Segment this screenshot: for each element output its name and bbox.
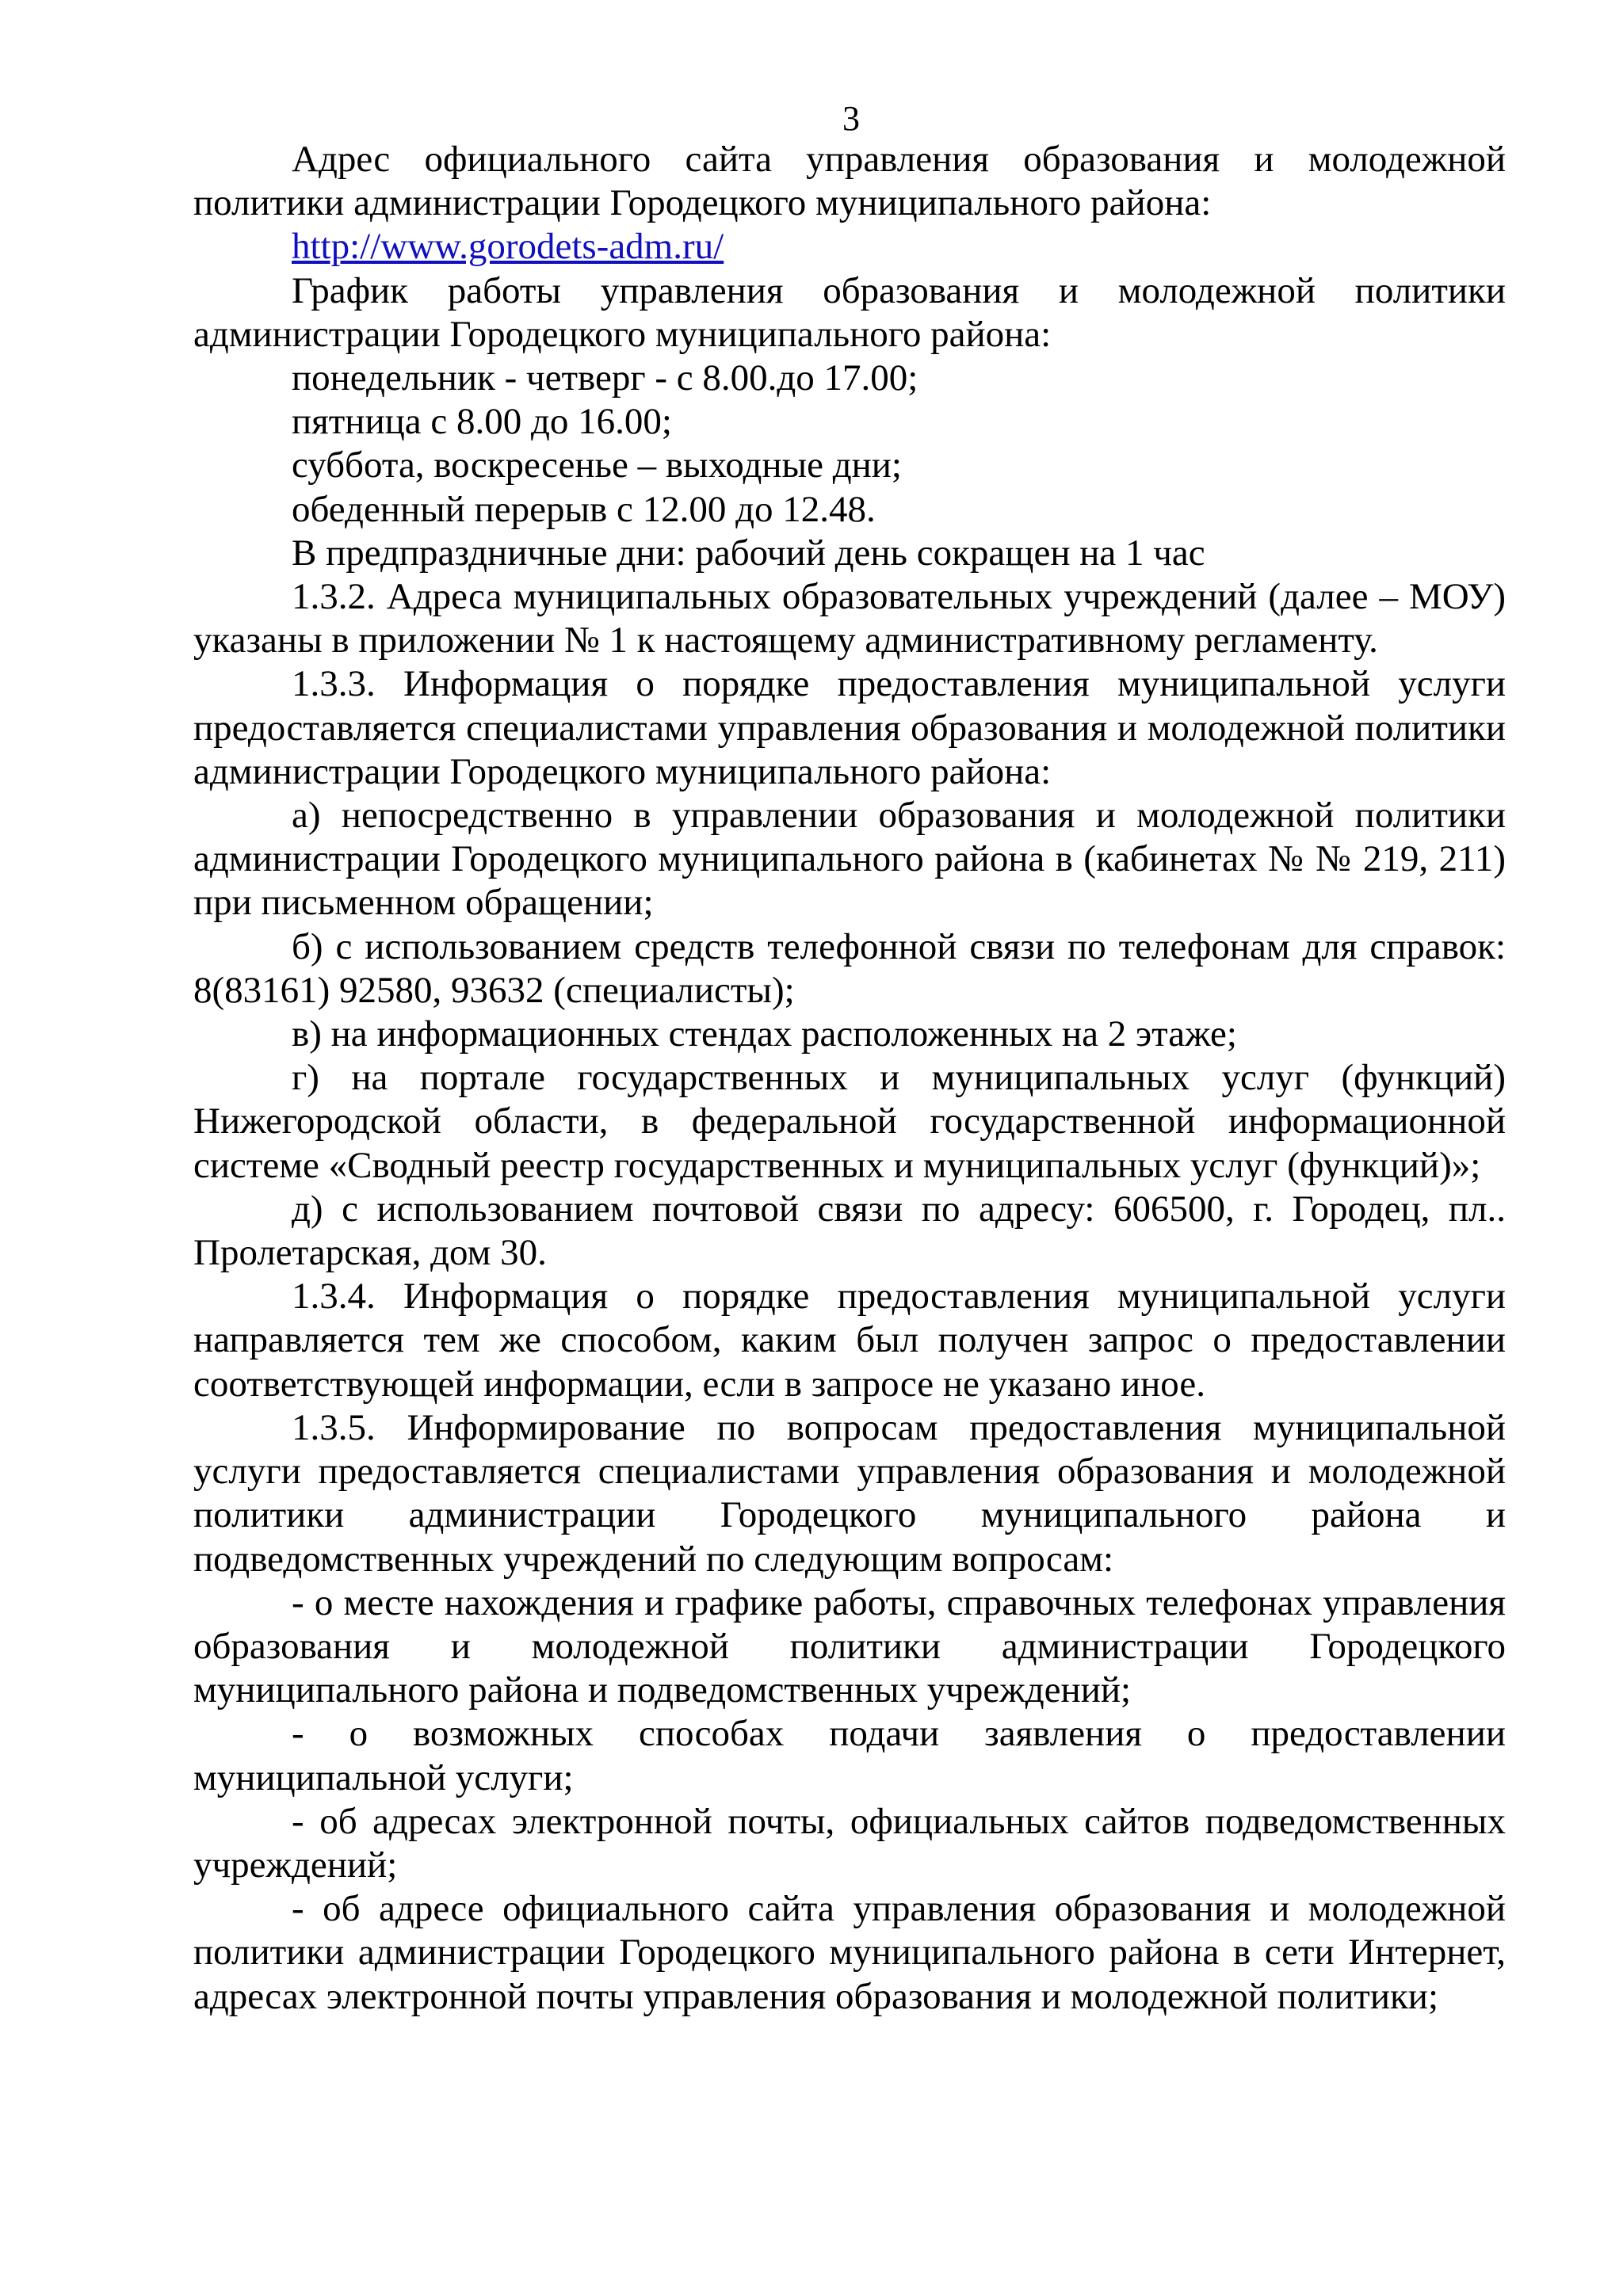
paragraph-bullet-methods: - о возможных способах подачи заявления о предоставлении муниципальной услуги; bbox=[193, 1713, 1506, 1798]
page-number: 3 bbox=[842, 99, 860, 138]
paragraph-1-3-3: 1.3.3. Информация о порядке предоставления муниципальной услуги предоставляется специалистами управления образования и молодежной политики администрации Городецкого муниципального района: bbox=[193, 663, 1506, 792]
document-body bbox=[193, 138, 1506, 2019]
paragraph-schedule-lunch: обеденный перерыв с 12.00 до 12.48. bbox=[292, 488, 876, 530]
paragraph-schedule-fri: пятница с 8.00 до 16.00; bbox=[292, 401, 672, 443]
paragraph-1-3-5: 1.3.5. Информирование по вопросам предоставления муниципальной услуги предоставляется специалистами управления образования и молодежной политики администрации Городецкого муниципального района и подведомственных учреждений по следующим вопросам: bbox=[193, 1406, 1506, 1580]
paragraph-1-3-4: 1.3.4. Информация о порядке предоставления муниципальной услуги направляется тем же способом, каким был получен запрос о предоставлении соответствующей информации, если в запросе не указано иное. bbox=[193, 1276, 1506, 1405]
paragraph-item-a: а) непосредственно в управлении образования и молодежной политики администрации Городецкого муниципального района в (кабинетах № № 219, 211) при письменном обращении; bbox=[193, 795, 1506, 924]
paragraph-1-3-2: 1.3.2. Адреса муниципальных образовательных учреждений (далее – МОУ) указаны в приложении № 1 к настоящему административному регламенту. bbox=[193, 576, 1506, 662]
paragraph-bullet-location: - о месте нахождения и графике работы, справочных телефонах управления образования и молодежной политики администрации Городецкого муниципального района и подведомственных учреждений; bbox=[193, 1581, 1506, 1711]
paragraph-schedule-holiday: В предпраздничные дни: рабочий день сокращен на 1 час bbox=[292, 532, 1205, 574]
paragraph-bullet-website: - об адресе официального сайта управления образования и молодежной политики администрации Городецкого муниципального района в сети Интернет, адресах электронной почты управления образования и молодежной политики; bbox=[193, 1888, 1506, 2017]
paragraph-item-b: б) с использованием средств телефонной связи по телефонам для справок: 8(83161) 92580, 93632 (специалисты); bbox=[193, 925, 1506, 1011]
paragraph-item-d: д) с использованием почтовой связи по адресу: 606500, г. Городец, пл.. Пролетарская, дом 30. bbox=[193, 1188, 1506, 1274]
paragraph-item-g: г) на портале государственных и муниципальных услуг (функций) Нижегородской области, в федеральной государственной информационной системе «Сводный реестр государственных и муниципальных услуг (функций)»; bbox=[193, 1057, 1506, 1186]
paragraph-schedule-intro: График работы управления образования и молодежной политики администрации Городецкого муниципального района: bbox=[193, 269, 1506, 355]
paragraph-site-address: Адрес официального сайта управления образования и молодежной политики администрации Городецкого муниципального района: bbox=[193, 139, 1506, 224]
paragraph-site-url bbox=[193, 225, 1506, 269]
paragraph-item-v: в) на информационных стендах расположенных на 2 этаже; bbox=[292, 1013, 1237, 1055]
paragraph-schedule-weekend: суббота, воскресенье – выходные дни; bbox=[292, 444, 902, 486]
site-link[interactable]: http://www.gorodets-adm.ru/ bbox=[292, 226, 724, 268]
paragraph-schedule-mon-thu: понедельник - четверг - с 8.00.до 17.00; bbox=[292, 357, 918, 399]
paragraph-bullet-emails: - об адресах электронной почты, официальных сайтов подведомственных учреждений; bbox=[193, 1800, 1506, 1886]
